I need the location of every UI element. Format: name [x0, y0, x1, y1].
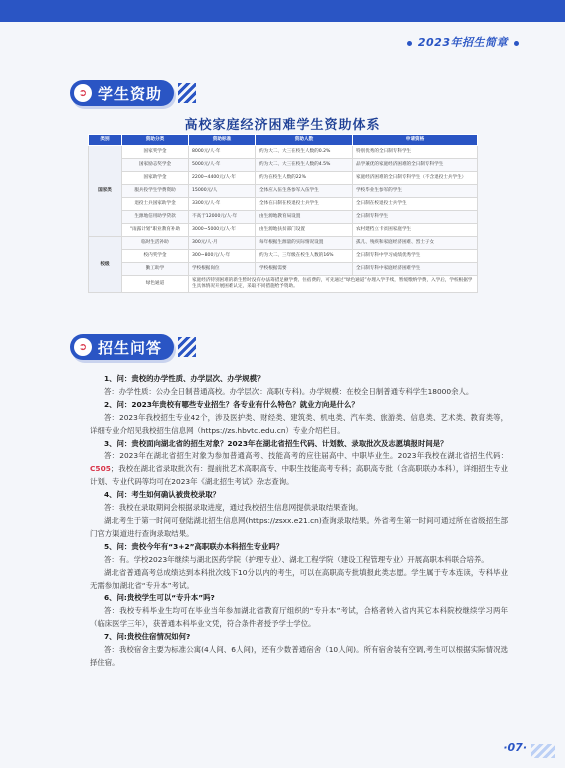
question: 6、问:贵校学生可以“专升本”吗?: [104, 593, 215, 603]
category-cell: 国家类: [89, 146, 122, 237]
arrow-icon: ➲: [74, 338, 92, 356]
table-cell: 3000~5000元/人·年: [189, 224, 256, 237]
answer: [90, 502, 508, 515]
arrow-icon: ➲: [74, 84, 92, 102]
question: 4、问：考生如何确认被贵校录取？: [104, 490, 221, 500]
table-cell: 校内奖学金: [122, 250, 189, 263]
table-cell: 学校根据岗位: [189, 263, 256, 276]
table-cell: 全体应入伍生各参军入伍学生: [256, 185, 353, 198]
table-cell: 国家励志奖学金: [122, 159, 189, 172]
table-cell: 不高于12000元/人·年: [189, 211, 256, 224]
section-heading-qa: [70, 334, 174, 360]
stripe-decoration: [178, 337, 196, 357]
table-cell: 孤儿、残疾和家庭经济困难、烈士子女: [353, 237, 478, 250]
corner-decoration: [531, 744, 555, 758]
question: 3、问：贵校面向湖北省的招生对象？2023年在湖北省招生代码、计划数、录取批次及志愿填报时间是？: [104, 438, 448, 448]
table-header-row: [89, 135, 478, 146]
question: 1、问：贵校的办学性质、办学层次、办学规模？: [104, 374, 265, 383]
answer: [90, 450, 508, 489]
aid-table: [88, 134, 478, 293]
table-cell: 约为大二、大三在校生人数的0.2%: [256, 146, 353, 159]
table-cell: 约为大二、三年级在校生人数的16%: [256, 250, 353, 263]
table-cell: 农村建档立卡贫困家庭学生: [353, 224, 478, 237]
stripe-decoration: [178, 83, 196, 103]
table-cell: 由生源地扶贫部门设置: [256, 224, 353, 237]
answer: [90, 554, 508, 567]
qa-list: [90, 373, 508, 670]
table-cell: 每年根据生源量的实际情况设置: [256, 237, 353, 250]
column-header: 申请资格: [353, 135, 478, 146]
school-code: C505: [90, 464, 111, 474]
table-cell: 5000元/人·年: [189, 159, 256, 172]
dot-icon: [407, 41, 412, 46]
dot-icon: [514, 41, 519, 46]
table-cell: 300~800元/人·年: [189, 250, 256, 263]
answer-text: 答：我校宿舍主要为标准公寓(4人间、6人间)，还有少数普通宿舍（10人间)。所有宿舍装有空调,考生可以根据实际情况选择住宿。: [90, 645, 508, 667]
answer-paragraph: 湖北考生于第一时间可登陆湖北招生信息网(https://zsxx.e21.cn)查询录取结果。外省考生第一时间可通过所在省级招生部门官方渠道进行查询录取结果。: [90, 515, 508, 538]
table-cell: 全体在日制在校退役士兵学生: [256, 198, 353, 211]
answer-text: 答：我校在录取期间会根据录取进度，通过我校招生信息网提供录取结果查询。: [104, 503, 363, 513]
table-cell: 家庭经济特别困难的新生暂时没有办法筹措足额学费、住宿费的，可先通过“绿色通道”办理入学手续，暂缓缴纳学费，入学后，学校根据学生具体情况开展困难认定，采取不同措施给予资助。: [189, 276, 478, 293]
answer: [90, 605, 508, 631]
question: 5、问：贵校今年有“3+2”高职联办本科招生专业吗？: [104, 541, 284, 551]
table-cell: 服兵役学生学费资助: [122, 185, 189, 198]
table-cell: 全日制专科中家庭经济困难学生: [353, 263, 478, 276]
table-row: [89, 276, 478, 293]
column-header: 类别: [89, 135, 122, 146]
table-cell: 300元/人·月: [189, 237, 256, 250]
table-cell: 品学兼优的家庭经济困难的全日制专科学生: [353, 159, 478, 172]
table-cell: 3300元/人·年: [189, 198, 256, 211]
table-row: [89, 185, 478, 198]
question: 7、问:贵校住宿情况如何?: [104, 632, 191, 642]
table-cell: 家庭经济困难的全日制专科学生（不含退役士兵学生）: [353, 172, 478, 185]
table-row: [89, 159, 478, 172]
table-row: [89, 237, 478, 250]
table-cell: 学校根据需要: [256, 263, 353, 276]
table-row: [89, 211, 478, 224]
table-row: [89, 250, 478, 263]
table-cell: 特别优秀的全日制专科学生: [353, 146, 478, 159]
table-cell: 15000元/人: [189, 185, 256, 198]
table-row: [89, 172, 478, 185]
answer-text: 答：2023年在湖北省招生对象为参加普通高考、技能高考的应往届高中、中职毕业生。2023年我校在湖北省招生代码：: [104, 451, 508, 461]
header-title: 2023年招生简章: [417, 36, 508, 49]
answer: [90, 644, 508, 670]
table-cell: 学校毕业生参军的学生: [353, 185, 478, 198]
table-cell: 绿色通道: [122, 276, 189, 293]
section-heading-aid: [70, 80, 174, 106]
answer-text: 答：办学性质：公办全日制普通高校。办学层次：高职(专科)。办学规模：在校全日制普通专科学生18000余人。: [104, 386, 474, 396]
table-cell: 退役士兵国家助学金: [122, 198, 189, 211]
answer-text: 答：我校专科毕业生均可在毕业当年参加湖北省教育厅组织的“专升本”考试，合格者转入省内其它本科院校继续学习两年（临床医学三年），获普通本科毕业文凭，符合条件者授予学士学位。: [90, 606, 508, 629]
table-cell: 全日制专科学生: [353, 211, 478, 224]
answer: [90, 412, 508, 438]
category-cell: 校级: [89, 237, 122, 293]
table-row: [89, 198, 478, 211]
answer-text: 答：有。学校2023年继续与湖北医药学院（护理专业）、湖北工程学院（建设工程管理专业）开展高职本科联合培养。: [104, 554, 489, 564]
table-cell: 全日制专科中学习成绩优秀学生: [353, 250, 478, 263]
table-cell: 约为在校生人数的22%: [256, 172, 353, 185]
answer-paragraph: 湖北省普通高考总成绩达到本科批次线下10分以内的考生，可以在高职高专批填报此类志愿。学生属于专本连读，专科毕业无需参加湖北省“专升本”考试。: [90, 567, 508, 590]
table-cell: 勤工助学: [122, 263, 189, 276]
table-cell: 国家奖学金: [122, 146, 189, 159]
section-title: 学生资助: [98, 84, 163, 103]
table-cell: 临时生活补助: [122, 237, 189, 250]
header-title-wrap: [401, 34, 525, 50]
table-cell: 国家助学金: [122, 172, 189, 185]
section-title: 招生问答: [98, 338, 163, 357]
table-row: [89, 263, 478, 276]
table-cell: 8000元/人·年: [189, 146, 256, 159]
table-cell: 约为大二、大三在校生人数的4.5%: [256, 159, 353, 172]
question: 2、问：2023年贵校有哪些专业招生？各专业有什么特色？就业方向是什么？: [104, 399, 359, 409]
table-cell: 由生源地教育局设置: [256, 211, 353, 224]
column-header: 资助标准: [189, 135, 256, 146]
column-header: 资助分类: [122, 135, 189, 146]
answer: [90, 386, 508, 399]
table-cell: 2200~4400元/人·年: [189, 172, 256, 185]
top-banner: [0, 0, 565, 22]
page-number: ·07·: [503, 741, 527, 754]
table-cell: 生源地信用助学贷款: [122, 211, 189, 224]
table-cell: 全日制在校退役士兵学生: [353, 198, 478, 211]
table-body: [89, 146, 478, 293]
column-header: 资助人数: [256, 135, 353, 146]
answer-text: 答：2023年我校招生专业42个，涉及医护类、财经类、建筑类、机电类、汽车类、旅游类、信息类、艺术类、教育类等，详细专业介绍见我校招生信息网（https://zs.hbvtc.edu.cn）专业介绍栏目。: [90, 412, 508, 435]
answer-text: ；我校在湖北省录取批次有：提前批艺术高职高专、中职生技能高考专科；高职高专批（含高职联办本科），详细招生专业计划、专业代码等均可在2023年《湖北招生考试》杂志查询。: [90, 464, 508, 487]
table-row: [89, 224, 478, 237]
table-row: [89, 146, 478, 159]
table-title: 高校家庭经济困难学生资助体系: [184, 118, 381, 133]
table-cell: "雨露计划"职业教育补助: [122, 224, 189, 237]
